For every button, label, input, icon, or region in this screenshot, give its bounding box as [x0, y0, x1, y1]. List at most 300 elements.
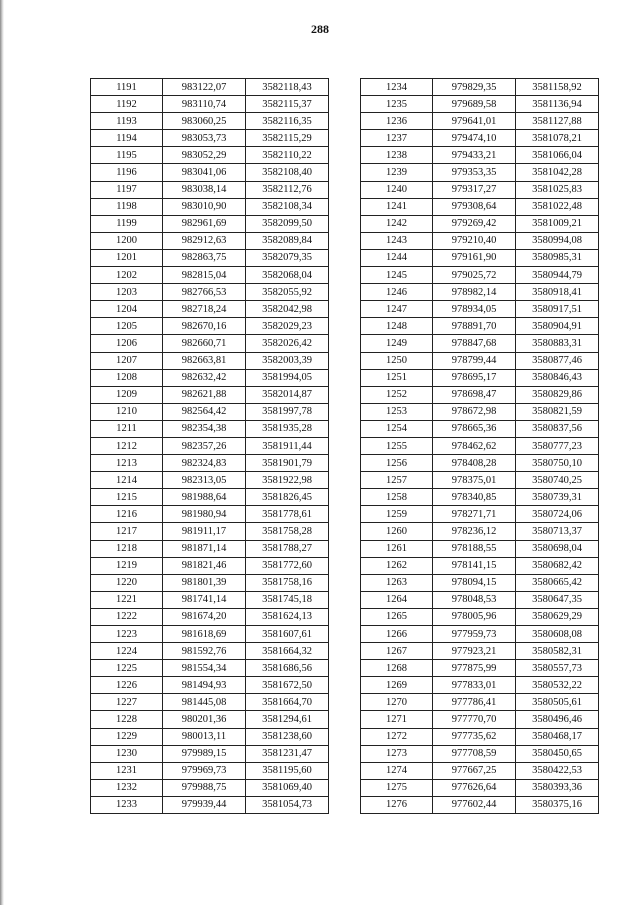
- table-row: [361, 215, 599, 232]
- point-number-cell: 1212: [91, 437, 163, 454]
- x-coordinate-cell: 979025,72: [433, 267, 516, 284]
- point-number-cell: 1251: [361, 369, 433, 386]
- x-coordinate-cell: 979829,35: [433, 79, 516, 96]
- y-coordinate-cell: 3580904,91: [516, 318, 599, 335]
- x-coordinate-cell: 982718,24: [163, 301, 246, 318]
- y-coordinate-cell: 3580750,10: [516, 455, 599, 472]
- x-coordinate-cell: 977875,99: [433, 660, 516, 677]
- y-coordinate-cell: 3581022,48: [516, 198, 599, 215]
- y-coordinate-cell: 3580917,51: [516, 301, 599, 318]
- x-coordinate-cell: 979433,21: [433, 147, 516, 164]
- point-number-cell: 1200: [91, 232, 163, 249]
- point-number-cell: 1264: [361, 591, 433, 608]
- y-coordinate-cell: 3580846,43: [516, 369, 599, 386]
- x-coordinate-cell: 978462,62: [433, 437, 516, 454]
- x-coordinate-cell: 978934,05: [433, 301, 516, 318]
- x-coordinate-cell: 977770,70: [433, 711, 516, 728]
- x-coordinate-cell: 978271,71: [433, 506, 516, 523]
- table-row: [91, 745, 329, 762]
- table-row: [91, 147, 329, 164]
- table-row: [91, 335, 329, 352]
- point-number-cell: 1261: [361, 540, 433, 557]
- table-row: [361, 574, 599, 591]
- point-number-cell: 1268: [361, 660, 433, 677]
- point-number-cell: 1207: [91, 352, 163, 369]
- point-number-cell: 1234: [361, 79, 433, 96]
- point-number-cell: 1196: [91, 164, 163, 181]
- point-number-cell: 1239: [361, 164, 433, 181]
- y-coordinate-cell: 3580375,16: [516, 796, 599, 813]
- point-number-cell: 1256: [361, 455, 433, 472]
- table-row: [361, 164, 599, 181]
- y-coordinate-cell: 3580698,04: [516, 540, 599, 557]
- table-row: [91, 677, 329, 694]
- point-number-cell: 1199: [91, 215, 163, 232]
- point-number-cell: 1252: [361, 386, 433, 403]
- x-coordinate-cell: 977923,21: [433, 643, 516, 660]
- table-row: [361, 420, 599, 437]
- y-coordinate-cell: 3582115,29: [246, 130, 329, 147]
- point-number-cell: 1203: [91, 284, 163, 301]
- x-coordinate-cell: 981494,93: [163, 677, 246, 694]
- point-number-cell: 1235: [361, 96, 433, 113]
- x-coordinate-cell: 978236,12: [433, 523, 516, 540]
- point-number-cell: 1241: [361, 198, 433, 215]
- x-coordinate-cell: 982912,63: [163, 232, 246, 249]
- y-coordinate-cell: 3580393,36: [516, 779, 599, 796]
- y-coordinate-cell: 3581745,18: [246, 591, 329, 608]
- x-coordinate-cell: 982564,42: [163, 403, 246, 420]
- point-number-cell: 1209: [91, 386, 163, 403]
- x-coordinate-cell: 982632,42: [163, 369, 246, 386]
- table-row: [91, 215, 329, 232]
- x-coordinate-cell: 979210,40: [433, 232, 516, 249]
- table-row: [91, 267, 329, 284]
- x-coordinate-cell: 981988,64: [163, 489, 246, 506]
- y-coordinate-cell: 3581778,61: [246, 506, 329, 523]
- x-coordinate-cell: 977626,64: [433, 779, 516, 796]
- point-number-cell: 1238: [361, 147, 433, 164]
- x-coordinate-cell: 982357,26: [163, 437, 246, 454]
- point-number-cell: 1223: [91, 626, 163, 643]
- point-number-cell: 1220: [91, 574, 163, 591]
- x-coordinate-cell: 978094,15: [433, 574, 516, 591]
- point-number-cell: 1248: [361, 318, 433, 335]
- y-coordinate-cell: 3581686,56: [246, 660, 329, 677]
- y-coordinate-cell: 3580582,31: [516, 643, 599, 660]
- x-coordinate-cell: 979641,01: [433, 113, 516, 130]
- table-row: [361, 796, 599, 813]
- point-number-cell: 1254: [361, 420, 433, 437]
- y-coordinate-cell: 3580821,59: [516, 403, 599, 420]
- point-number-cell: 1208: [91, 369, 163, 386]
- x-coordinate-cell: 978847,68: [433, 335, 516, 352]
- y-coordinate-cell: 3582055,92: [246, 284, 329, 301]
- x-coordinate-cell: 978005,96: [433, 608, 516, 625]
- point-number-cell: 1195: [91, 147, 163, 164]
- table-row: [91, 386, 329, 403]
- table-row: [91, 796, 329, 813]
- x-coordinate-cell: 982660,71: [163, 335, 246, 352]
- x-coordinate-cell: 977786,41: [433, 694, 516, 711]
- y-coordinate-cell: 3580985,31: [516, 249, 599, 266]
- y-coordinate-cell: 3580505,61: [516, 694, 599, 711]
- x-coordinate-cell: 983052,29: [163, 147, 246, 164]
- y-coordinate-cell: 3581935,28: [246, 420, 329, 437]
- y-coordinate-cell: 3581231,47: [246, 745, 329, 762]
- y-coordinate-cell: 3580713,37: [516, 523, 599, 540]
- point-number-cell: 1205: [91, 318, 163, 335]
- y-coordinate-cell: 3581066,04: [516, 147, 599, 164]
- point-number-cell: 1227: [91, 694, 163, 711]
- table-row: [361, 506, 599, 523]
- table-row: [91, 352, 329, 369]
- point-number-cell: 1249: [361, 335, 433, 352]
- x-coordinate-cell: 978698,47: [433, 386, 516, 403]
- point-number-cell: 1225: [91, 660, 163, 677]
- point-number-cell: 1237: [361, 130, 433, 147]
- table-row: [361, 437, 599, 454]
- y-coordinate-cell: 3581078,21: [516, 130, 599, 147]
- y-coordinate-cell: 3581624,13: [246, 608, 329, 625]
- point-number-cell: 1222: [91, 608, 163, 625]
- x-coordinate-cell: 982354,38: [163, 420, 246, 437]
- x-coordinate-cell: 977708,59: [433, 745, 516, 762]
- y-coordinate-cell: 3582042,98: [246, 301, 329, 318]
- y-coordinate-cell: 3580994,08: [516, 232, 599, 249]
- y-coordinate-cell: 3580739,31: [516, 489, 599, 506]
- coordinates-table-right: [360, 78, 599, 814]
- y-coordinate-cell: 3581901,79: [246, 455, 329, 472]
- table-row: [91, 694, 329, 711]
- point-number-cell: 1273: [361, 745, 433, 762]
- table-row: [91, 762, 329, 779]
- x-coordinate-cell: 982766,53: [163, 284, 246, 301]
- table-row: [361, 301, 599, 318]
- table-row: [91, 181, 329, 198]
- point-number-cell: 1219: [91, 557, 163, 574]
- point-number-cell: 1257: [361, 472, 433, 489]
- x-coordinate-cell: 981554,34: [163, 660, 246, 677]
- table-row: [361, 626, 599, 643]
- point-number-cell: 1214: [91, 472, 163, 489]
- table-row: [91, 318, 329, 335]
- y-coordinate-cell: 3582026,42: [246, 335, 329, 352]
- table-row: [91, 164, 329, 181]
- point-number-cell: 1245: [361, 267, 433, 284]
- point-number-cell: 1226: [91, 677, 163, 694]
- table-row: [91, 284, 329, 301]
- y-coordinate-cell: 3582099,50: [246, 215, 329, 232]
- table-row: [361, 249, 599, 266]
- table-row: [91, 523, 329, 540]
- y-coordinate-cell: 3581788,27: [246, 540, 329, 557]
- point-number-cell: 1242: [361, 215, 433, 232]
- y-coordinate-cell: 3581772,60: [246, 557, 329, 574]
- point-number-cell: 1267: [361, 643, 433, 660]
- x-coordinate-cell: 979474,10: [433, 130, 516, 147]
- table-row: [361, 79, 599, 96]
- table-row: [91, 472, 329, 489]
- table-row: [361, 745, 599, 762]
- x-coordinate-cell: 981911,17: [163, 523, 246, 540]
- point-number-cell: 1192: [91, 96, 163, 113]
- y-coordinate-cell: 3580740,25: [516, 472, 599, 489]
- x-coordinate-cell: 977735,62: [433, 728, 516, 745]
- x-coordinate-cell: 980013,11: [163, 728, 246, 745]
- y-coordinate-cell: 3581025,83: [516, 181, 599, 198]
- y-coordinate-cell: 3581826,45: [246, 489, 329, 506]
- y-coordinate-cell: 3581997,78: [246, 403, 329, 420]
- x-coordinate-cell: 983060,25: [163, 113, 246, 130]
- y-coordinate-cell: 3581672,50: [246, 677, 329, 694]
- point-number-cell: 1240: [361, 181, 433, 198]
- table-row: [91, 540, 329, 557]
- x-coordinate-cell: 977959,73: [433, 626, 516, 643]
- y-coordinate-cell: 3582003,39: [246, 352, 329, 369]
- table-row: [361, 643, 599, 660]
- x-coordinate-cell: 982621,88: [163, 386, 246, 403]
- x-coordinate-cell: 978141,15: [433, 557, 516, 574]
- y-coordinate-cell: 3582112,76: [246, 181, 329, 198]
- x-coordinate-cell: 981980,94: [163, 506, 246, 523]
- page-binding-edge: [0, 0, 4, 905]
- table-row: [361, 762, 599, 779]
- table-row: [361, 113, 599, 130]
- point-number-cell: 1218: [91, 540, 163, 557]
- table-row: [91, 198, 329, 215]
- x-coordinate-cell: 978188,55: [433, 540, 516, 557]
- point-number-cell: 1202: [91, 267, 163, 284]
- x-coordinate-cell: 981821,46: [163, 557, 246, 574]
- y-coordinate-cell: 3581127,88: [516, 113, 599, 130]
- y-coordinate-cell: 3581195,60: [246, 762, 329, 779]
- y-coordinate-cell: 3580496,46: [516, 711, 599, 728]
- x-coordinate-cell: 979988,75: [163, 779, 246, 796]
- point-number-cell: 1274: [361, 762, 433, 779]
- y-coordinate-cell: 3580608,08: [516, 626, 599, 643]
- point-number-cell: 1246: [361, 284, 433, 301]
- point-number-cell: 1229: [91, 728, 163, 745]
- point-number-cell: 1206: [91, 335, 163, 352]
- point-number-cell: 1255: [361, 437, 433, 454]
- x-coordinate-cell: 979989,15: [163, 745, 246, 762]
- y-coordinate-cell: 3581758,28: [246, 523, 329, 540]
- table-row: [91, 232, 329, 249]
- table-row: [91, 130, 329, 147]
- table-row: [361, 352, 599, 369]
- table-row: [91, 437, 329, 454]
- x-coordinate-cell: 983038,14: [163, 181, 246, 198]
- y-coordinate-cell: 3581158,92: [516, 79, 599, 96]
- x-coordinate-cell: 983122,07: [163, 79, 246, 96]
- point-number-cell: 1224: [91, 643, 163, 660]
- point-number-cell: 1263: [361, 574, 433, 591]
- point-number-cell: 1221: [91, 591, 163, 608]
- table-row: [361, 386, 599, 403]
- point-number-cell: 1213: [91, 455, 163, 472]
- table-row: [361, 557, 599, 574]
- table-row: [91, 779, 329, 796]
- y-coordinate-cell: 3580777,23: [516, 437, 599, 454]
- point-number-cell: 1193: [91, 113, 163, 130]
- y-coordinate-cell: 3581069,40: [246, 779, 329, 796]
- table-row: [361, 198, 599, 215]
- y-coordinate-cell: 3580682,42: [516, 557, 599, 574]
- point-number-cell: 1266: [361, 626, 433, 643]
- point-number-cell: 1204: [91, 301, 163, 318]
- point-number-cell: 1276: [361, 796, 433, 813]
- point-number-cell: 1270: [361, 694, 433, 711]
- point-number-cell: 1232: [91, 779, 163, 796]
- y-coordinate-cell: 3582079,35: [246, 249, 329, 266]
- y-coordinate-cell: 3580829,86: [516, 386, 599, 403]
- table-row: [361, 677, 599, 694]
- coordinates-table-left: [90, 78, 329, 814]
- page-number: 288: [311, 22, 329, 36]
- point-number-cell: 1191: [91, 79, 163, 96]
- table-row: [361, 694, 599, 711]
- y-coordinate-cell: 3581607,61: [246, 626, 329, 643]
- point-number-cell: 1215: [91, 489, 163, 506]
- x-coordinate-cell: 979689,58: [433, 96, 516, 113]
- point-number-cell: 1216: [91, 506, 163, 523]
- x-coordinate-cell: 982815,04: [163, 267, 246, 284]
- x-coordinate-cell: 979969,73: [163, 762, 246, 779]
- y-coordinate-cell: 3581664,70: [246, 694, 329, 711]
- y-coordinate-cell: 3581136,94: [516, 96, 599, 113]
- table-row: [361, 540, 599, 557]
- table-row: [361, 472, 599, 489]
- y-coordinate-cell: 3581994,05: [246, 369, 329, 386]
- table-row: [361, 455, 599, 472]
- x-coordinate-cell: 981871,14: [163, 540, 246, 557]
- table-row: [361, 181, 599, 198]
- y-coordinate-cell: 3581054,73: [246, 796, 329, 813]
- y-coordinate-cell: 3582108,40: [246, 164, 329, 181]
- table-row: [91, 79, 329, 96]
- y-coordinate-cell: 3580532,22: [516, 677, 599, 694]
- y-coordinate-cell: 3581922,98: [246, 472, 329, 489]
- point-number-cell: 1265: [361, 608, 433, 625]
- x-coordinate-cell: 978665,36: [433, 420, 516, 437]
- point-number-cell: 1253: [361, 403, 433, 420]
- point-number-cell: 1262: [361, 557, 433, 574]
- x-coordinate-cell: 982863,75: [163, 249, 246, 266]
- point-number-cell: 1233: [91, 796, 163, 813]
- table-row: [91, 455, 329, 472]
- table-row: [361, 335, 599, 352]
- table-row: [91, 626, 329, 643]
- x-coordinate-cell: 977602,44: [433, 796, 516, 813]
- x-coordinate-cell: 978375,01: [433, 472, 516, 489]
- y-coordinate-cell: 3580422,53: [516, 762, 599, 779]
- table-row: [91, 711, 329, 728]
- x-coordinate-cell: 981674,20: [163, 608, 246, 625]
- table-row: [361, 779, 599, 796]
- y-coordinate-cell: 3581911,44: [246, 437, 329, 454]
- x-coordinate-cell: 978982,14: [433, 284, 516, 301]
- table-row: [91, 608, 329, 625]
- y-coordinate-cell: 3582029,23: [246, 318, 329, 335]
- table-row: [91, 489, 329, 506]
- x-coordinate-cell: 978408,28: [433, 455, 516, 472]
- point-number-cell: 1236: [361, 113, 433, 130]
- point-number-cell: 1259: [361, 506, 433, 523]
- point-number-cell: 1272: [361, 728, 433, 745]
- y-coordinate-cell: 3580883,31: [516, 335, 599, 352]
- y-coordinate-cell: 3581294,61: [246, 711, 329, 728]
- y-coordinate-cell: 3580468,17: [516, 728, 599, 745]
- table-row: [361, 130, 599, 147]
- x-coordinate-cell: 981445,08: [163, 694, 246, 711]
- x-coordinate-cell: 978799,44: [433, 352, 516, 369]
- x-coordinate-cell: 979161,90: [433, 249, 516, 266]
- x-coordinate-cell: 981801,39: [163, 574, 246, 591]
- y-coordinate-cell: 3582115,37: [246, 96, 329, 113]
- table-row: [91, 574, 329, 591]
- y-coordinate-cell: 3582068,04: [246, 267, 329, 284]
- y-coordinate-cell: 3580837,56: [516, 420, 599, 437]
- table-row: [91, 96, 329, 113]
- point-number-cell: 1201: [91, 249, 163, 266]
- y-coordinate-cell: 3580629,29: [516, 608, 599, 625]
- y-coordinate-cell: 3582089,84: [246, 232, 329, 249]
- y-coordinate-cell: 3580665,42: [516, 574, 599, 591]
- x-coordinate-cell: 982961,69: [163, 215, 246, 232]
- x-coordinate-cell: 983053,73: [163, 130, 246, 147]
- point-number-cell: 1271: [361, 711, 433, 728]
- table-row: [361, 711, 599, 728]
- table-row: [91, 113, 329, 130]
- y-coordinate-cell: 3581009,21: [516, 215, 599, 232]
- x-coordinate-cell: 977833,01: [433, 677, 516, 694]
- x-coordinate-cell: 977667,25: [433, 762, 516, 779]
- y-coordinate-cell: 3580450,65: [516, 745, 599, 762]
- x-coordinate-cell: 978048,53: [433, 591, 516, 608]
- table-row: [91, 506, 329, 523]
- x-coordinate-cell: 978672,98: [433, 403, 516, 420]
- y-coordinate-cell: 3581758,16: [246, 574, 329, 591]
- x-coordinate-cell: 979939,44: [163, 796, 246, 813]
- y-coordinate-cell: 3582110,22: [246, 147, 329, 164]
- table-row: [91, 643, 329, 660]
- point-number-cell: 1217: [91, 523, 163, 540]
- x-coordinate-cell: 983110,74: [163, 96, 246, 113]
- x-coordinate-cell: 982313,05: [163, 472, 246, 489]
- x-coordinate-cell: 979269,42: [433, 215, 516, 232]
- y-coordinate-cell: 3582118,43: [246, 79, 329, 96]
- table-row: [361, 147, 599, 164]
- x-coordinate-cell: 983041,06: [163, 164, 246, 181]
- point-number-cell: 1198: [91, 198, 163, 215]
- x-coordinate-cell: 978340,85: [433, 489, 516, 506]
- x-coordinate-cell: 982663,81: [163, 352, 246, 369]
- point-number-cell: 1258: [361, 489, 433, 506]
- x-coordinate-cell: 981741,14: [163, 591, 246, 608]
- table-row: [361, 660, 599, 677]
- x-coordinate-cell: 981618,69: [163, 626, 246, 643]
- point-number-cell: 1197: [91, 181, 163, 198]
- x-coordinate-cell: 980201,36: [163, 711, 246, 728]
- table-row: [361, 232, 599, 249]
- y-coordinate-cell: 3581238,60: [246, 728, 329, 745]
- x-coordinate-cell: 982670,16: [163, 318, 246, 335]
- table-row: [91, 301, 329, 318]
- x-coordinate-cell: 981592,76: [163, 643, 246, 660]
- x-coordinate-cell: 979308,64: [433, 198, 516, 215]
- y-coordinate-cell: 3582014,87: [246, 386, 329, 403]
